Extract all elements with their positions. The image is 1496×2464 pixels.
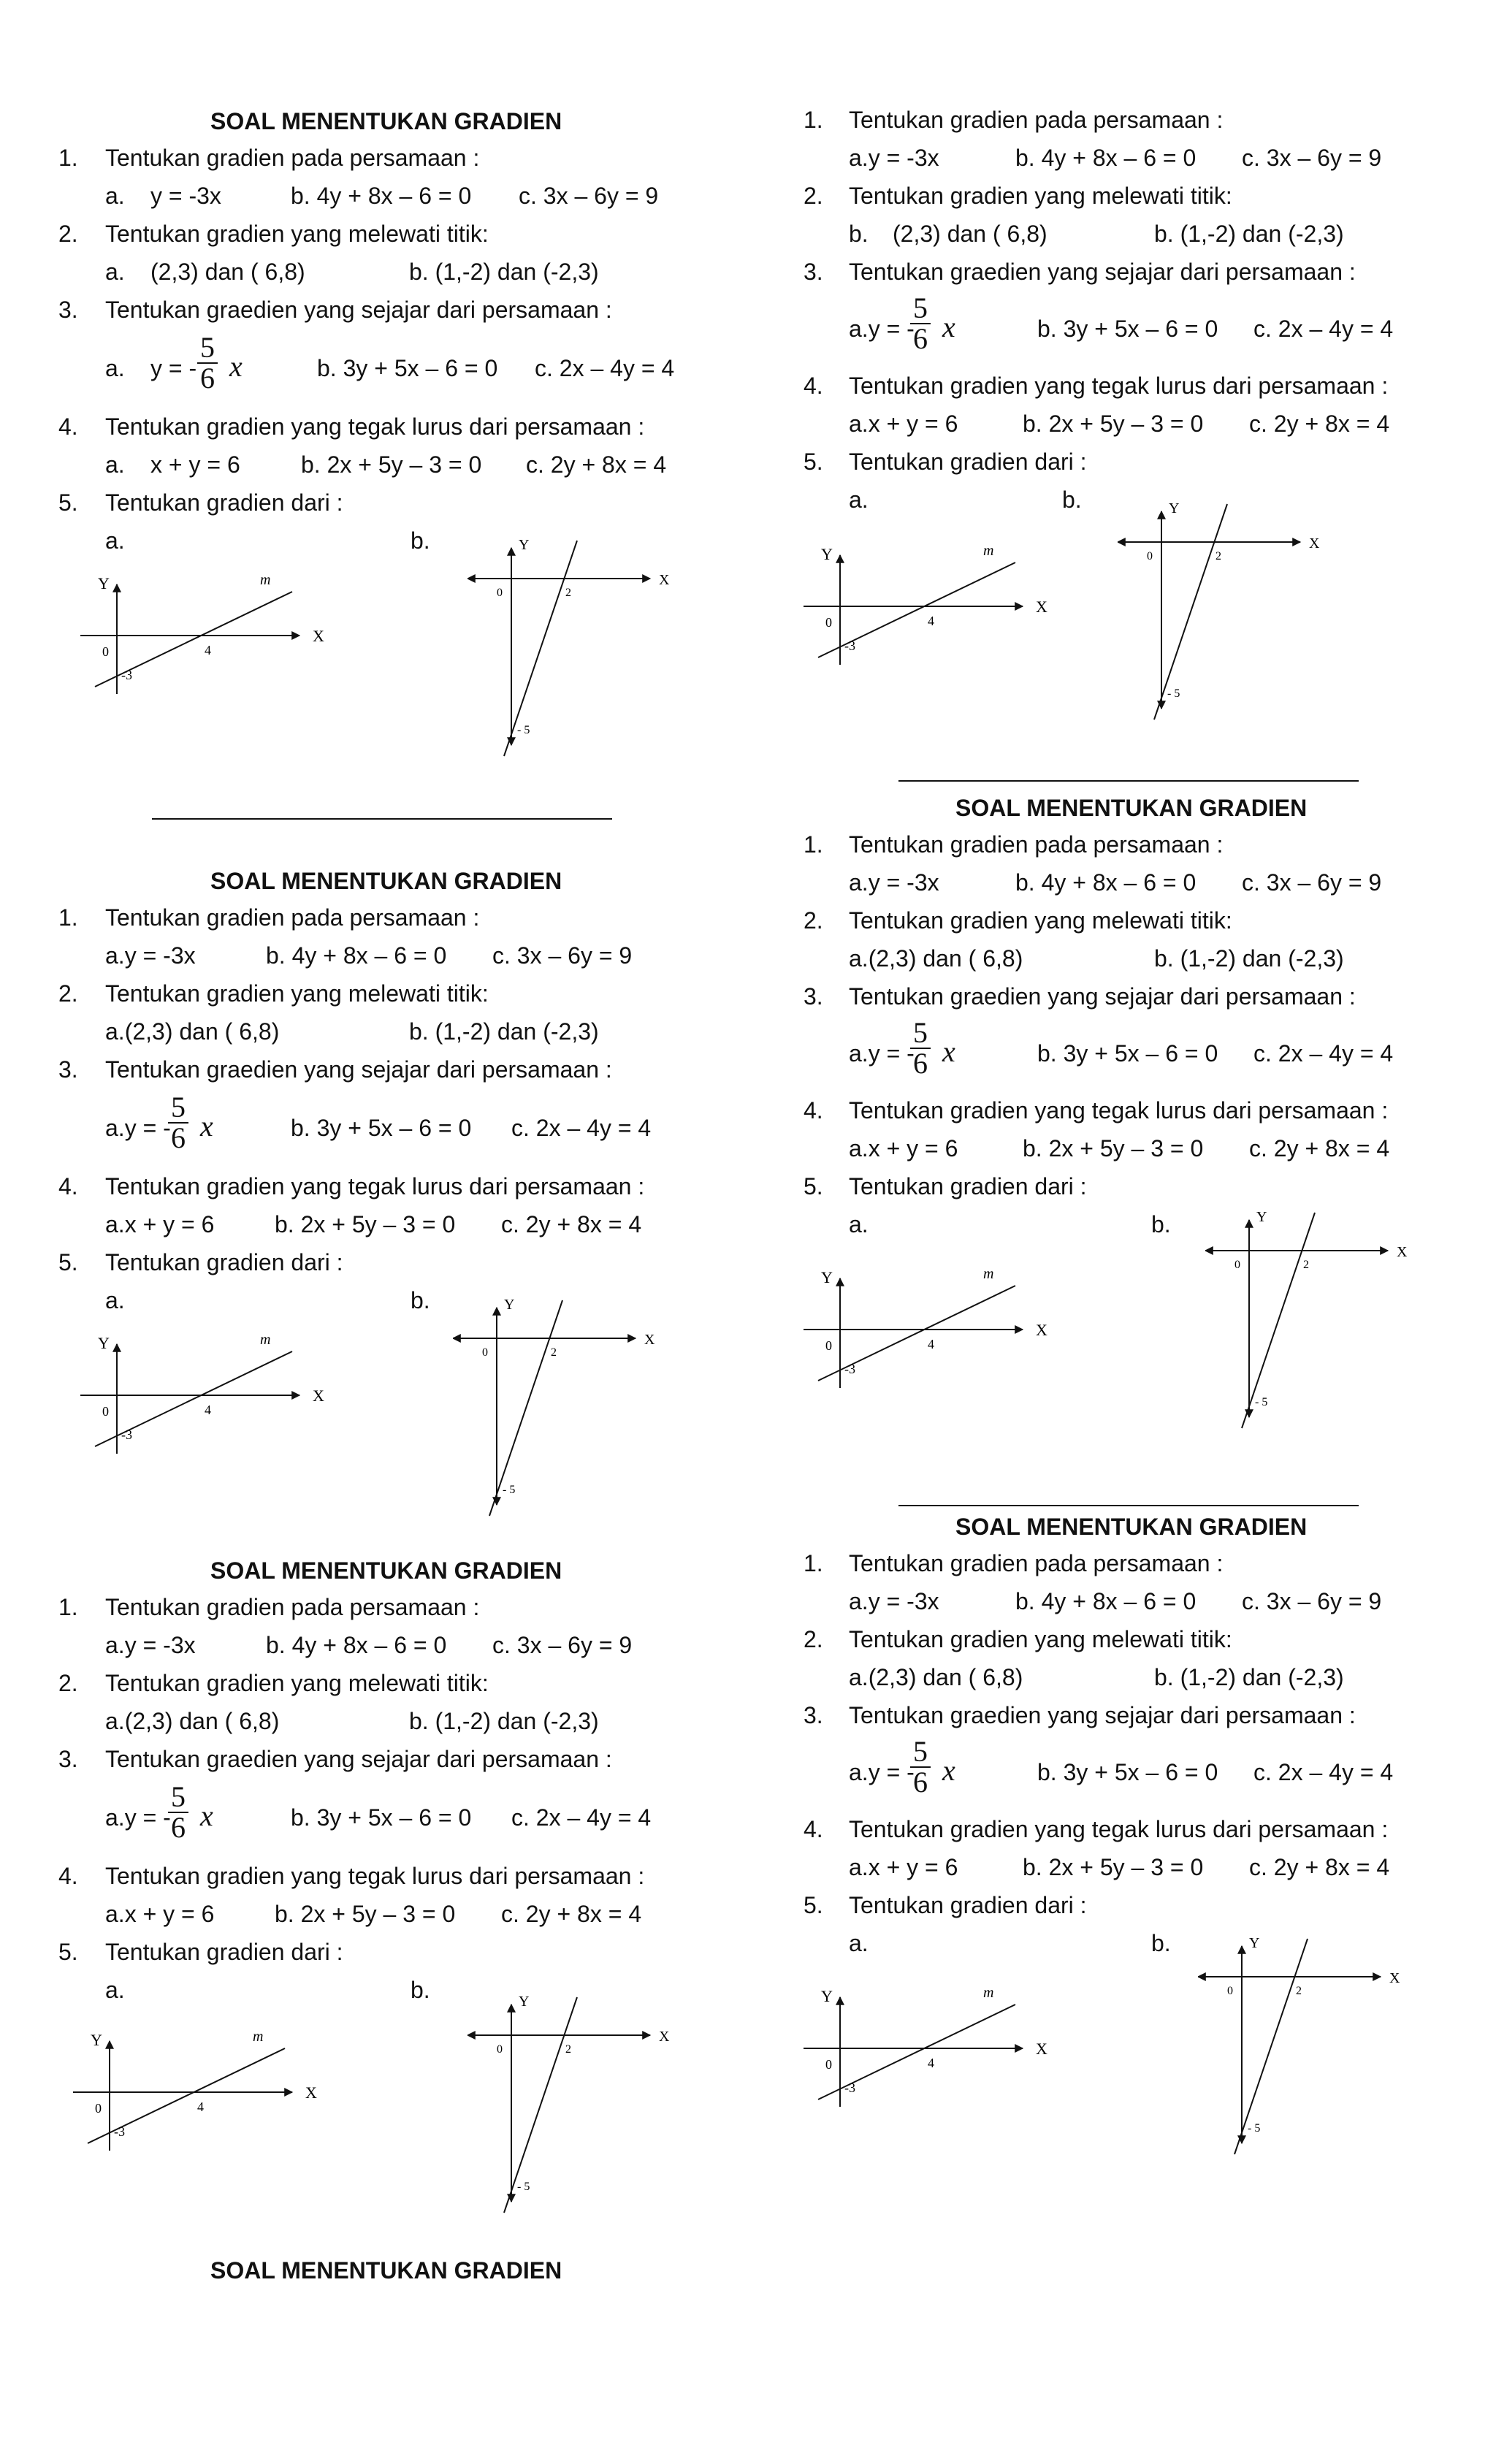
graph-b (1198, 1931, 1417, 2165)
worksheet-3: SOAL MENENTUKAN GRADIEN 1. Tentukan gradien pada persamaan : a.y = -3x b. 4y + 8x – 6 = 0 c. 3x – 6y = 9 2. Tentukan gradien yang melewati titik: a.(2,3) dan ( 6,8) b. (1,-2) dan (-2,3) 3. Tentukan graedien yang sejajar dari persamaan : a.y = - $\frac{5}{6}$ x b. 3y + 5x – 6 = 0 c. 2x – 4y = 4 4. Tentukan gradien yang tegak lurus dari persamaan : a.x + y = 6 b. 2x + 5y – 3 = 0 c. 2y + 8x = 4 5. Tentukan gradien dari : a. b. Y X 0 4 -3 m Y X 0 2 - 5 (58, 862, 752, 1519)
y-intercept-label: - 5 (1248, 2122, 1261, 2135)
graph-b (1118, 497, 1337, 731)
graph-a (80, 570, 387, 716)
x-axis-label: X (1036, 1321, 1047, 1339)
separator-line (898, 1505, 1359, 1506)
worksheet-1: SOAL MENENTUKAN GRADIEN 1. Tentukan gradien pada persamaan : a. y = -3x b. 4y + 8x – 6 = 0 c. 3x – 6y = 9 2. Tentukan gradien yang melewati titik: a. (2,3) dan ( 6,8) b. (1,-2) dan (-2,3) 3. Tentukan graedien yang sejajar dari persamaan : a. y = - $\frac{5}{6}$ x b. 3y + 5x – 6 = 0 c. 2x – 4y = 4 4. Tentukan gradien yang tegak lurus dari persamaan : a. x + y = 6 b. 2x + 5y – 3 = 0 c. 2y + 8x = 4 5. Tentukan gradien dari : a. b. Y X 0 4 -3 m Y X 0 2 - 5 (58, 102, 752, 760)
graph-a (80, 1330, 387, 1476)
origin-label: 0 (482, 1346, 488, 1359)
origin-label: 0 (1234, 1259, 1240, 1271)
x-intercept-label: 4 (928, 614, 934, 628)
origin-label: 0 (95, 2101, 102, 2116)
y-axis-label: Y (98, 574, 110, 592)
y-intercept-label: -3 (121, 668, 132, 682)
footer-title: SOAL MENENTUKAN GRADIEN (210, 2257, 562, 2284)
x-intercept-label: 2 (1216, 550, 1221, 562)
y-axis-label: Y (821, 545, 833, 563)
y-intercept-label: - 5 (1255, 1396, 1268, 1408)
x-intercept-label: 4 (197, 2099, 204, 2114)
y-axis-label: Y (821, 1268, 833, 1286)
y-axis-label: Y (519, 1994, 530, 2010)
worksheet-title: SOAL MENENTUKAN GRADIEN (210, 108, 562, 134)
y-axis-label: Y (1169, 500, 1180, 516)
graph-a (73, 2026, 380, 2173)
y-axis-label: Y (1249, 1935, 1260, 1951)
y-axis-label: Y (821, 1987, 833, 2005)
y-intercept-label: - 5 (517, 2181, 530, 2193)
origin-label: 0 (1147, 550, 1153, 562)
y-intercept-label: -3 (844, 2080, 855, 2095)
line-b (504, 541, 577, 756)
worksheet-2: 1. Tentukan gradien pada persamaan : a.y = -3x b. 4y + 8x – 6 = 0 c. 3x – 6y = 9 2. Tentukan gradien yang melewati titik: b. (2,3) dan ( 6,8) b. (1,-2) dan (-2,3) 3. Tentukan graedien yang sejajar dari persamaan : a.y = - $\frac{5}{6}$ x b. 3y + 5x – 6 = 0 c. 2x – 4y = 4 4. Tentukan gradien yang tegak lurus dari persamaan : a.x + y = 6 b. 2x + 5y – 3 = 0 c. 2y + 8x = 4 5. Tentukan gradien dari : a. b. Y X 0 4 -3 m Y X 0 2 - 5 (804, 102, 1496, 723)
graph-a (804, 1983, 1110, 2129)
y-axis-label: Y (1256, 1209, 1267, 1225)
y-axis-label: Y (504, 1297, 515, 1313)
y-intercept-label: - 5 (1167, 687, 1180, 700)
graph-b (1205, 1205, 1424, 1439)
line-m-label: m (983, 543, 994, 559)
x-intercept-label: 4 (205, 643, 211, 657)
fraction-five-sixths: $\frac{5}{6}$ (168, 1093, 188, 1153)
origin-label: 0 (497, 2043, 503, 2056)
x-intercept-label: 2 (1303, 1259, 1309, 1271)
x-axis-label: X (1036, 2040, 1047, 2058)
line-b (1234, 1939, 1308, 2154)
origin-label: 0 (825, 2057, 832, 2072)
worksheet-6: SOAL MENENTUKAN GRADIEN 1. Tentukan gradien pada persamaan : a.y = -3x b. 4y + 8x – 6 = 0 c. 3x – 6y = 9 2. Tentukan gradien yang melewati titik: a.(2,3) dan ( 6,8) b. (1,-2) dan (-2,3) 3. Tentukan graedien yang sejajar dari persamaan : a.y = - $\frac{5}{6}$ x b. 3y + 5x – 6 = 0 c. 2x – 4y = 4 4. Tentukan gradien yang tegak lurus dari persamaan : a.x + y = 6 b. 2x + 5y – 3 = 0 c. 2y + 8x = 4 5. Tentukan gradien dari : a. b. Y X 0 4 -3 m Y X 0 2 - 5 (804, 1508, 1496, 2180)
line-m-label: m (983, 1985, 994, 2001)
y-axis-label: Y (98, 1334, 110, 1352)
worksheet-4: SOAL MENENTUKAN GRADIEN 1. Tentukan gradien pada persamaan : a.y = -3x b. 4y + 8x – 6 = 0 c. 3x – 6y = 9 2. Tentukan gradien yang melewati titik: a.(2,3) dan ( 6,8) b. (1,-2) dan (-2,3) 3. Tentukan graedien yang sejajar dari persamaan : a.y = - $\frac{5}{6}$ x b. 3y + 5x – 6 = 0 c. 2x – 4y = 4 4. Tentukan gradien yang tegak lurus dari persamaan : a.x + y = 6 b. 2x + 5y – 3 = 0 c. 2y + 8x = 4 5. Tentukan gradien dari : a. b. Y X 0 4 -3 m Y X 0 2 - 5 (804, 789, 1496, 1432)
worksheet-title: SOAL MENENTUKAN GRADIEN (210, 868, 562, 894)
x-axis-label: X (659, 572, 670, 588)
x-axis-label: X (659, 2029, 670, 2045)
worksheet-title: SOAL MENENTUKAN GRADIEN (210, 1557, 562, 1584)
x-axis-label: X (313, 1387, 324, 1405)
fraction-five-sixths: $\frac{5}{6}$ (910, 294, 931, 354)
origin-label: 0 (102, 644, 109, 659)
graph-a (804, 1264, 1110, 1410)
line-b (504, 1997, 577, 2213)
origin-label: 0 (102, 1404, 109, 1419)
x-intercept-label: 4 (928, 1337, 934, 1351)
graph-b (468, 533, 687, 767)
line-b (1154, 504, 1227, 720)
x-intercept-label: 2 (565, 587, 571, 599)
y-axis-label: Y (519, 537, 530, 553)
graph-b (453, 1293, 672, 1527)
x-intercept-label: 2 (1296, 1985, 1302, 1997)
y-intercept-label: -3 (114, 2124, 125, 2139)
x-axis-label: X (305, 2083, 317, 2102)
graph-b (468, 1990, 687, 2224)
x-axis-label: X (644, 1332, 655, 1348)
line-m-label: m (260, 572, 271, 588)
fraction-five-sixths: $\frac{5}{6}$ (197, 333, 218, 393)
line-b (1242, 1213, 1315, 1428)
line-b (489, 1300, 562, 1516)
worksheet-5: SOAL MENENTUKAN GRADIEN 1. Tentukan gradien pada persamaan : a.y = -3x b. 4y + 8x – 6 = 0 c. 3x – 6y = 9 2. Tentukan gradien yang melewati titik: a.(2,3) dan ( 6,8) b. (1,-2) dan (-2,3) 3. Tentukan graedien yang sejajar dari persamaan : a.y = - $\frac{5}{6}$ x b. 3y + 5x – 6 = 0 c. 2x – 4y = 4 4. Tentukan gradien yang tegak lurus dari persamaan : a.x + y = 6 b. 2x + 5y – 3 = 0 c. 2y + 8x = 4 5. Tentukan gradien dari : a. b. Y X 0 4 -3 m Y X 0 2 - 5 (58, 1552, 752, 2253)
line-m-label: m (260, 1332, 271, 1348)
line-m-label: m (983, 1266, 994, 1282)
separator-line (898, 780, 1359, 782)
x-intercept-label: 4 (928, 2056, 934, 2070)
fraction-five-sixths: $\frac{5}{6}$ (910, 1737, 931, 1797)
x-intercept-label: 2 (565, 2043, 571, 2056)
x-axis-label: X (313, 627, 324, 645)
x-intercept-label: 4 (205, 1403, 211, 1417)
x-axis-label: X (1036, 598, 1047, 616)
origin-label: 0 (1227, 1985, 1233, 1997)
x-intercept-label: 2 (551, 1346, 557, 1359)
graph-a (804, 541, 1110, 687)
y-intercept-label: -3 (844, 1362, 855, 1376)
worksheet-title: SOAL MENENTUKAN GRADIEN (955, 1514, 1308, 1540)
worksheet-title: SOAL MENENTUKAN GRADIEN (955, 795, 1308, 821)
origin-label: 0 (497, 587, 503, 599)
fraction-five-sixths: $\frac{5}{6}$ (910, 1018, 931, 1078)
fraction-five-sixths: $\frac{5}{6}$ (168, 1782, 188, 1842)
y-intercept-label: -3 (121, 1427, 132, 1442)
y-axis-label: Y (91, 2031, 102, 2049)
x-axis-label: X (1389, 1970, 1400, 1986)
x-axis-label: X (1309, 535, 1320, 552)
line-m-label: m (253, 2029, 264, 2045)
y-intercept-label: - 5 (517, 724, 530, 736)
origin-label: 0 (825, 615, 832, 630)
y-intercept-label: - 5 (503, 1484, 516, 1496)
origin-label: 0 (825, 1338, 832, 1353)
separator-line (152, 818, 612, 820)
y-intercept-label: -3 (844, 638, 855, 653)
x-axis-label: X (1397, 1244, 1408, 1260)
